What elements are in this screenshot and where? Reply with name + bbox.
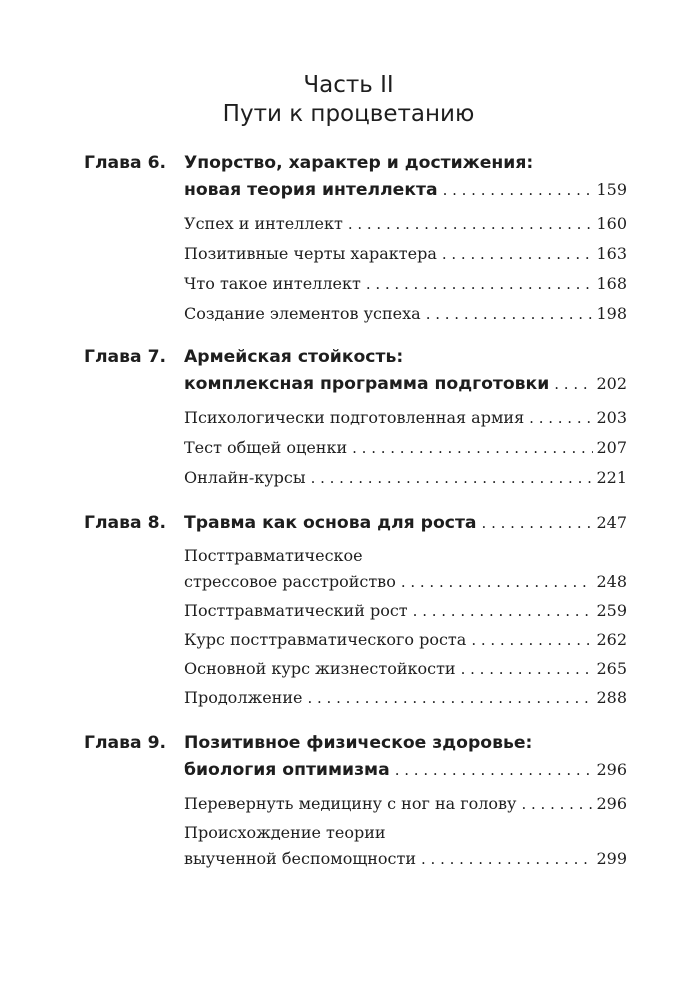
dot-leader <box>442 245 594 263</box>
page-number: 262 <box>596 630 627 649</box>
section-entry[interactable] <box>184 601 627 620</box>
dot-leader <box>554 375 593 393</box>
section-title: Онлайн-курсы <box>184 468 306 487</box>
dot-leader <box>482 514 594 532</box>
section-title: Успех и интеллект <box>184 214 343 233</box>
chapter-title-text: биология оптимизма <box>184 760 390 780</box>
section-title-line <box>184 823 627 842</box>
chapter-title-line <box>184 733 627 753</box>
section-entry[interactable] <box>184 438 627 457</box>
section-title: Происхождение теории <box>184 823 386 842</box>
section-entry[interactable] <box>184 688 627 707</box>
chapter-entry[interactable] <box>184 760 627 780</box>
dot-leader <box>529 409 593 427</box>
section-entry[interactable] <box>184 214 627 233</box>
section-title: стрессовое расстройство <box>184 572 396 591</box>
part-title: Пути к процветанию <box>222 101 475 127</box>
section-entry[interactable] <box>184 468 627 487</box>
page-number: 202 <box>596 374 627 393</box>
chapter-title-text: Армейская стойкость: <box>184 347 404 367</box>
page-number: 247 <box>596 513 627 532</box>
dot-leader <box>395 761 594 779</box>
dot-leader <box>443 181 594 199</box>
section-entry[interactable] <box>184 572 627 591</box>
section-entry[interactable] <box>184 274 627 293</box>
section-title: Посттравматический рост <box>184 601 408 620</box>
chapter-title-text: Упорство, характер и достижения: <box>184 153 534 173</box>
dot-leader <box>366 275 594 293</box>
chapter-number: Глава 9. <box>84 733 167 753</box>
chapter-entry[interactable] <box>184 180 627 200</box>
section-title-line <box>184 546 627 565</box>
page-number: 221 <box>596 468 627 487</box>
chapter-number: Глава 7. <box>84 347 167 367</box>
section-title: Тест общей оценки <box>184 438 348 457</box>
dot-leader <box>421 850 593 868</box>
chapter-entry[interactable] <box>184 374 627 394</box>
dot-leader <box>307 689 593 707</box>
chapter-entry[interactable] <box>184 513 627 533</box>
section-title: Что такое интеллект <box>184 274 361 293</box>
dot-leader <box>401 573 594 591</box>
section-title: Психологически подготовленная армия <box>184 408 525 427</box>
section-title: Позитивные черты характера <box>184 244 437 263</box>
chapter-title-text: комплексная программа подготовки <box>184 374 550 394</box>
page-number: 160 <box>596 214 627 233</box>
section-entry[interactable] <box>184 630 627 649</box>
page-number: 248 <box>596 572 627 591</box>
page-number: 265 <box>596 659 627 678</box>
chapter-title-text: Травма как основа для роста <box>184 513 477 533</box>
section-title: Основной курс жизнестойкости <box>184 659 456 678</box>
chapter-title-line <box>184 153 627 173</box>
dot-leader <box>311 469 594 487</box>
dot-leader <box>352 439 593 457</box>
dot-leader <box>461 660 594 678</box>
chapter-title-text: Позитивное физическое здоровье: <box>184 733 533 753</box>
chapter-number: Глава 8. <box>84 513 167 533</box>
page-number: 203 <box>596 408 627 427</box>
dot-leader <box>348 215 594 233</box>
section-entry[interactable] <box>184 244 627 263</box>
page-number: 296 <box>596 760 627 779</box>
dot-leader <box>426 305 594 323</box>
page-number: 163 <box>596 244 627 263</box>
section-entry[interactable] <box>184 304 627 323</box>
page-number: 159 <box>596 180 627 199</box>
part-label: Часть II <box>303 72 394 98</box>
section-title: выученной беспомощности <box>184 849 416 868</box>
page-number: 259 <box>596 601 627 620</box>
dot-leader <box>471 631 593 649</box>
dot-leader <box>413 602 594 620</box>
section-entry[interactable] <box>184 794 627 813</box>
section-title: Посттравматическое <box>184 546 363 565</box>
section-entry[interactable] <box>184 849 627 868</box>
page-number: 207 <box>596 438 627 457</box>
section-title: Продолжение <box>184 688 303 707</box>
section-entry[interactable] <box>184 659 627 678</box>
chapter-title-line <box>184 347 627 367</box>
chapter-number: Глава 6. <box>84 153 167 173</box>
page-number: 168 <box>596 274 627 293</box>
page-number: 299 <box>596 849 627 868</box>
section-entry[interactable] <box>184 408 627 427</box>
section-title: Создание элементов успеха <box>184 304 421 323</box>
chapter-title-text: новая теория интеллекта <box>184 180 438 200</box>
section-title: Перевернуть медицину с ног на голову <box>184 794 517 813</box>
page-number: 288 <box>596 688 627 707</box>
page-number: 198 <box>596 304 627 323</box>
section-title: Курс посттравматического роста <box>184 630 467 649</box>
page-number: 296 <box>596 794 627 813</box>
dot-leader <box>521 795 593 813</box>
